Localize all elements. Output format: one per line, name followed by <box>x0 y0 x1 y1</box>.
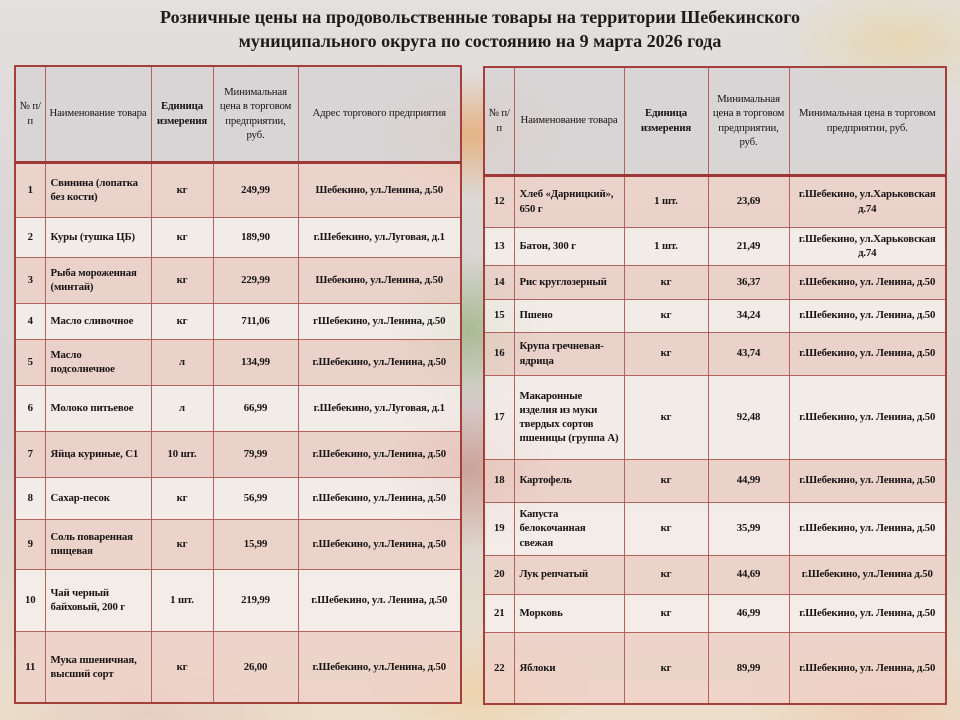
price-cell: 229,99 <box>213 257 298 303</box>
table-row <box>484 375 946 459</box>
unit-cell: кг <box>151 257 213 303</box>
address-cell: гШебекино, ул.Ленина, д.50 <box>298 303 461 339</box>
product-name-cell: Сахар-песок <box>45 477 151 519</box>
row-number-cell: 14 <box>484 265 514 299</box>
product-name-cell: Хлеб «Дарницкий», 650 г <box>514 175 624 227</box>
address-cell: г.Шебекино, ул.Ленина, д.50 <box>298 631 461 703</box>
product-name-cell: Чай черный байховый, 200 г <box>45 569 151 631</box>
product-name-cell: Пшено <box>514 299 624 332</box>
product-name-cell: Батон, 300 г <box>514 227 624 265</box>
address-cell: г.Шебекино, ул.Ленина, д.50 <box>298 339 461 385</box>
address-cell: г.Шебекино, ул.Луговая, д.1 <box>298 217 461 257</box>
unit-cell: кг <box>624 555 708 594</box>
unit-cell: кг <box>624 375 708 459</box>
address-cell: г.Шебекино, ул. Ленина, д.50 <box>789 375 946 459</box>
row-number-cell: 1 <box>15 162 45 217</box>
row-number-cell: 17 <box>484 375 514 459</box>
header-row <box>484 67 946 175</box>
product-name-cell: Крупа гречневая-ядрица <box>514 332 624 375</box>
price-cell: 219,99 <box>213 569 298 631</box>
address-cell: г.Шебекино, ул.Харьковская д.74 <box>789 227 946 265</box>
address-cell: Шебекино, ул.Ленина, д.50 <box>298 162 461 217</box>
price-cell: 79,99 <box>213 431 298 477</box>
table-row <box>15 631 461 703</box>
header-row <box>15 66 461 162</box>
product-name-cell: Свинина (лопатка без кости) <box>45 162 151 217</box>
col-header-unit: Единица измерения <box>624 67 708 175</box>
unit-cell: кг <box>151 631 213 703</box>
product-name-cell: Яйца куриные, С1 <box>45 431 151 477</box>
address-cell: Шебекино, ул.Ленина, д.50 <box>298 257 461 303</box>
unit-cell: кг <box>624 265 708 299</box>
address-cell: г.Шебекино, ул.Ленина, д.50 <box>298 431 461 477</box>
price-cell: 92,48 <box>708 375 789 459</box>
unit-cell: л <box>151 385 213 431</box>
col-header-min-price: Минимальная цена в торговом предприятии, руб. <box>213 66 298 162</box>
unit-cell: кг <box>151 477 213 519</box>
table-row <box>15 162 461 217</box>
unit-cell: кг <box>624 632 708 704</box>
unit-cell: 10 шт. <box>151 431 213 477</box>
unit-cell: кг <box>151 217 213 257</box>
col-header-num: № п/п <box>484 67 514 175</box>
address-cell: г.Шебекино, ул. Ленина, д.50 <box>298 569 461 631</box>
price-cell: 15,99 <box>213 519 298 569</box>
row-number-cell: 2 <box>15 217 45 257</box>
address-cell: г.Шебекино, ул.Ленина, д.50 <box>298 519 461 569</box>
table-row <box>484 175 946 227</box>
row-number-cell: 5 <box>15 339 45 385</box>
unit-cell: 1 шт. <box>151 569 213 631</box>
product-name-cell: Масло подсолнечное <box>45 339 151 385</box>
table-row <box>15 303 461 339</box>
price-cell: 134,99 <box>213 339 298 385</box>
row-number-cell: 9 <box>15 519 45 569</box>
price-cell: 26,00 <box>213 631 298 703</box>
product-name-cell: Рыба мороженная (минтай) <box>45 257 151 303</box>
col-header-min-price: Минимальная цена в торговом предприятии, руб. <box>708 67 789 175</box>
product-name-cell: Масло сливочное <box>45 303 151 339</box>
product-name-cell: Макаронные изделия из муки твердых сортов пшеницы (группа А) <box>514 375 624 459</box>
price-cell: 34,24 <box>708 299 789 332</box>
table-row <box>15 477 461 519</box>
row-number-cell: 6 <box>15 385 45 431</box>
col-header-min-price-2: Минимальная цена в торговом предприятии, руб. <box>789 67 946 175</box>
table-row <box>484 332 946 375</box>
address-cell: г.Шебекино, ул.Ленина д.50 <box>789 555 946 594</box>
product-name-cell: Яблоки <box>514 632 624 704</box>
price-cell: 56,99 <box>213 477 298 519</box>
col-header-num: № п/п <box>15 66 45 162</box>
product-name-cell: Молоко питьевое <box>45 385 151 431</box>
table-row <box>15 217 461 257</box>
price-cell: 249,99 <box>213 162 298 217</box>
price-table-items-1-11 <box>14 65 462 704</box>
table-row <box>15 385 461 431</box>
product-name-cell: Рис круглозерный <box>514 265 624 299</box>
row-number-cell: 15 <box>484 299 514 332</box>
table-row <box>484 555 946 594</box>
table-row <box>15 339 461 385</box>
row-number-cell: 10 <box>15 569 45 631</box>
price-cell: 23,69 <box>708 175 789 227</box>
row-number-cell: 7 <box>15 431 45 477</box>
table-body <box>484 175 946 704</box>
address-cell: г.Шебекино, ул.Ленина, д.50 <box>298 477 461 519</box>
table-row <box>15 257 461 303</box>
row-number-cell: 22 <box>484 632 514 704</box>
price-cell: 36,37 <box>708 265 789 299</box>
price-cell: 46,99 <box>708 594 789 632</box>
table-header <box>484 67 946 175</box>
address-cell: г.Шебекино, ул. Ленина, д.50 <box>789 265 946 299</box>
table-row <box>484 299 946 332</box>
row-number-cell: 3 <box>15 257 45 303</box>
address-cell: г.Шебекино, ул.Луговая, д.1 <box>298 385 461 431</box>
price-cell: 21,49 <box>708 227 789 265</box>
table-body <box>15 162 461 703</box>
row-number-cell: 18 <box>484 459 514 502</box>
unit-cell: кг <box>151 519 213 569</box>
table-row <box>484 502 946 555</box>
address-cell: г.Шебекино, ул. Ленина, д.50 <box>789 594 946 632</box>
price-table-items-12-22 <box>483 66 947 705</box>
address-cell: г.Шебекино, ул. Ленина, д.50 <box>789 459 946 502</box>
product-name-cell: Лук репчатый <box>514 555 624 594</box>
unit-cell: л <box>151 339 213 385</box>
page-title <box>0 6 960 54</box>
price-cell: 43,74 <box>708 332 789 375</box>
table-row <box>484 265 946 299</box>
unit-cell: 1 шт. <box>624 227 708 265</box>
col-header-product: Наименование товара <box>45 66 151 162</box>
page-title-line-1: Розничные цены на продовольственные товары на территории Шебекинского <box>160 7 800 27</box>
price-cell: 35,99 <box>708 502 789 555</box>
unit-cell: кг <box>624 459 708 502</box>
page-title-line-2: муниципального округа по состоянию на 9 марта 2026 года <box>238 30 722 51</box>
product-name-cell: Соль поваренная пищевая <box>45 519 151 569</box>
col-header-address: Адрес торгового предприятия <box>298 66 461 162</box>
row-number-cell: 19 <box>484 502 514 555</box>
unit-cell: кг <box>624 332 708 375</box>
row-number-cell: 12 <box>484 175 514 227</box>
table-row <box>484 227 946 265</box>
table-row <box>484 632 946 704</box>
address-cell: г.Шебекино, ул. Ленина, д.50 <box>789 299 946 332</box>
unit-cell: кг <box>151 162 213 217</box>
table-row <box>484 594 946 632</box>
address-cell: г.Шебекино, ул. Ленина, д.50 <box>789 632 946 704</box>
table-row <box>15 431 461 477</box>
row-number-cell: 4 <box>15 303 45 339</box>
row-number-cell: 8 <box>15 477 45 519</box>
product-name-cell: Картофель <box>514 459 624 502</box>
table-row <box>484 459 946 502</box>
col-header-unit: Единица измерения <box>151 66 213 162</box>
address-cell: г.Шебекино, ул.Харьковская д.74 <box>789 175 946 227</box>
unit-cell: кг <box>624 594 708 632</box>
unit-cell: 1 шт. <box>624 175 708 227</box>
unit-cell: кг <box>624 502 708 555</box>
table-header <box>15 66 461 162</box>
row-number-cell: 21 <box>484 594 514 632</box>
price-cell: 711,06 <box>213 303 298 339</box>
product-name-cell: Мука пшеничная, высший сорт <box>45 631 151 703</box>
price-cell: 189,90 <box>213 217 298 257</box>
product-name-cell: Морковь <box>514 594 624 632</box>
row-number-cell: 13 <box>484 227 514 265</box>
price-cell: 66,99 <box>213 385 298 431</box>
address-cell: г.Шебекино, ул. Ленина, д.50 <box>789 502 946 555</box>
row-number-cell: 20 <box>484 555 514 594</box>
unit-cell: кг <box>624 299 708 332</box>
address-cell: г.Шебекино, ул. Ленина, д.50 <box>789 332 946 375</box>
table-row <box>15 569 461 631</box>
product-name-cell: Куры (тушка ЦБ) <box>45 217 151 257</box>
price-cell: 89,99 <box>708 632 789 704</box>
col-header-product: Наименование товара <box>514 67 624 175</box>
row-number-cell: 11 <box>15 631 45 703</box>
table-row <box>15 519 461 569</box>
unit-cell: кг <box>151 303 213 339</box>
price-cell: 44,99 <box>708 459 789 502</box>
product-name-cell: Капуста белокочанная свежая <box>514 502 624 555</box>
row-number-cell: 16 <box>484 332 514 375</box>
price-cell: 44,69 <box>708 555 789 594</box>
